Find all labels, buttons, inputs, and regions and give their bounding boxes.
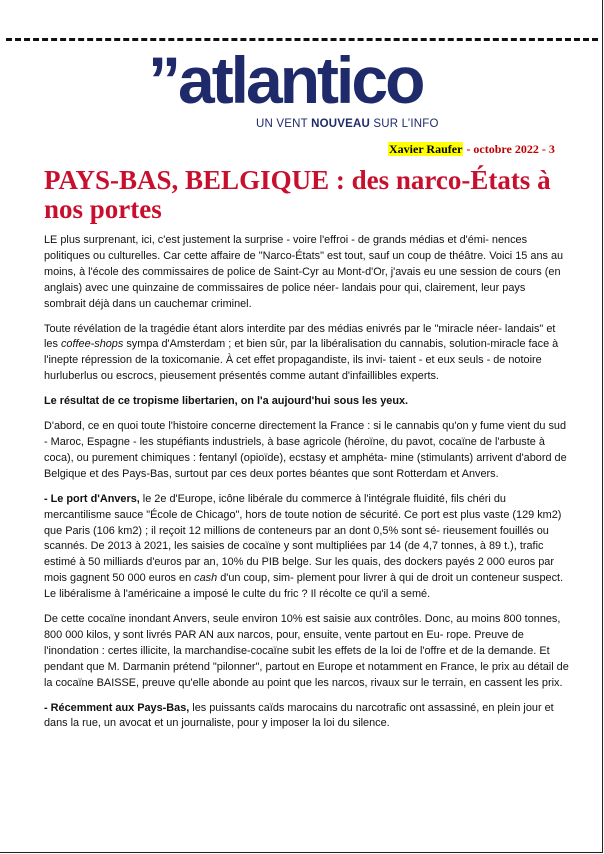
publication-date: - octobre 2022 - 3 [463, 142, 555, 156]
article-title: PAYS-BAS, BELGIQUE : des narco-États à nos portes [44, 165, 551, 224]
byline [388, 142, 555, 157]
paragraph-6: De cette cocaïne inondant Anvers, seule environ 10% est saisie aux contrôles. Donc, au moins 800 tonnes, 800 000 kilos, y sont livrés PAR AN aux narcos, pour, ensuite, vente partout en Eu- rope. Preuve de l'inondation : certes illicite, la marchandise-cocaïne subit les effets de la loi de l'offre et de la demande. Et pendant que M. Darmanin prétend "pilonner", partout en Europe et notamment en France, le prix au détail de la cocaïne BAISSE, preuve qu'elle abonde au point que les narcos, rivaux sur le terrain, en cassent les prix. [44, 613, 569, 689]
logo-tagline: UN VENT NOUVEAU SUR L’INFO [256, 118, 439, 130]
article-body [44, 233, 569, 741]
logo-wordmark: ”atlantico [148, 43, 423, 117]
paragraph-4: D'abord, ce en quoi toute l'histoire concerne directement la France : si le cannabis qu'on y fume vient du sud - Maroc, Espagne - les stupéfiants industriels, à base agricole (héroïne, du pavot, cocaïne de l'arbuste à coca), ou purement chimiques : fentanyl (opioïde), ecstasy et amphéta- mine (stimulants) arrivent d'abord de Belgique et des Pays-Bas, surtout par ces deux portes béantes que sont Rotterdam et Anvers. [44, 420, 567, 480]
dashed-cut-line [6, 38, 598, 41]
paragraph-3-bold: Le résultat de ce tropisme libertarien, on l'a aujourd'hui sous les yeux. [44, 395, 409, 408]
paragraph-1: LE plus surprenant, ici, c'est justement la surprise - voire l'effroi - de grands médias et d'émi- nences politiques ou culturelles. Car cette affaire de "Narco-États" est tout, sauf un coup de théâtre. Voici 15 ans au moins, à l'école des commissaires de police de Saint-Cyr au Mont-d'Or, j'avais eu une session de cours (en anglais) avec une quinzaine de commissaires de police néer- landais pour qui, clairement, leur pays sombrait déjà dans un cauchemar criminel. [44, 234, 564, 310]
paragraph-5: - Le port d'Anvers, le 2e d'Europe, icône libérale du commerce à l'intégrale fluidité, fils chéri du mercantilisme sauce "École de Chicago", hors de toute notion de sécurité. Ce port est plus vaste (129 km2) que Paris (106 km2) ; il reçoit 12 millions de conteneurs par an dont 0,5% sont sé- rieusement fouillés ou scannés. De 2013 à 2021, les saisies de cocaïne y sont multipliées par 14 (de 4,7 tonnes, à 89 t.), trafic estimé à 50 milliards d'euros par an, 10% du PIB belge. Sur les quais, des dockers payés 2 000 euros par mois gagnent 50 000 euros en cash d'un coup, sim- plement pour livrer à qui de droit un conteneur suspect. Le libéralisme à l'américaine a imposé le culte du fric ? Il récolte ce qu'il a semé. [44, 492, 564, 601]
paragraph-7: - Récemment aux Pays-Bas, les puissants caïds marocains du narcotrafic ont assassiné, en plein jour et dans la rue, un avocat et un journaliste, pour y imposer la loi du silence. [44, 701, 554, 730]
author-name: Xavier Raufer [389, 142, 463, 156]
paragraph-2: Toute révélation de la tragédie étant alors interdite par des médias enivrés par le "miracle néer- landais" et les coffee-shops sympa d'Amsterdam ; et bien sûr, par la libéralisation du cannabis, solution-miracle face à l'inepte répression de la toxicomanie. À cet effet propagandiste, ils invi- taient - et eux seuls - de notoire hurluberlus ou escrocs, pieusement présentés comme autant d'infaillibles experts. [44, 322, 559, 383]
atlantico-logo [148, 44, 448, 128]
